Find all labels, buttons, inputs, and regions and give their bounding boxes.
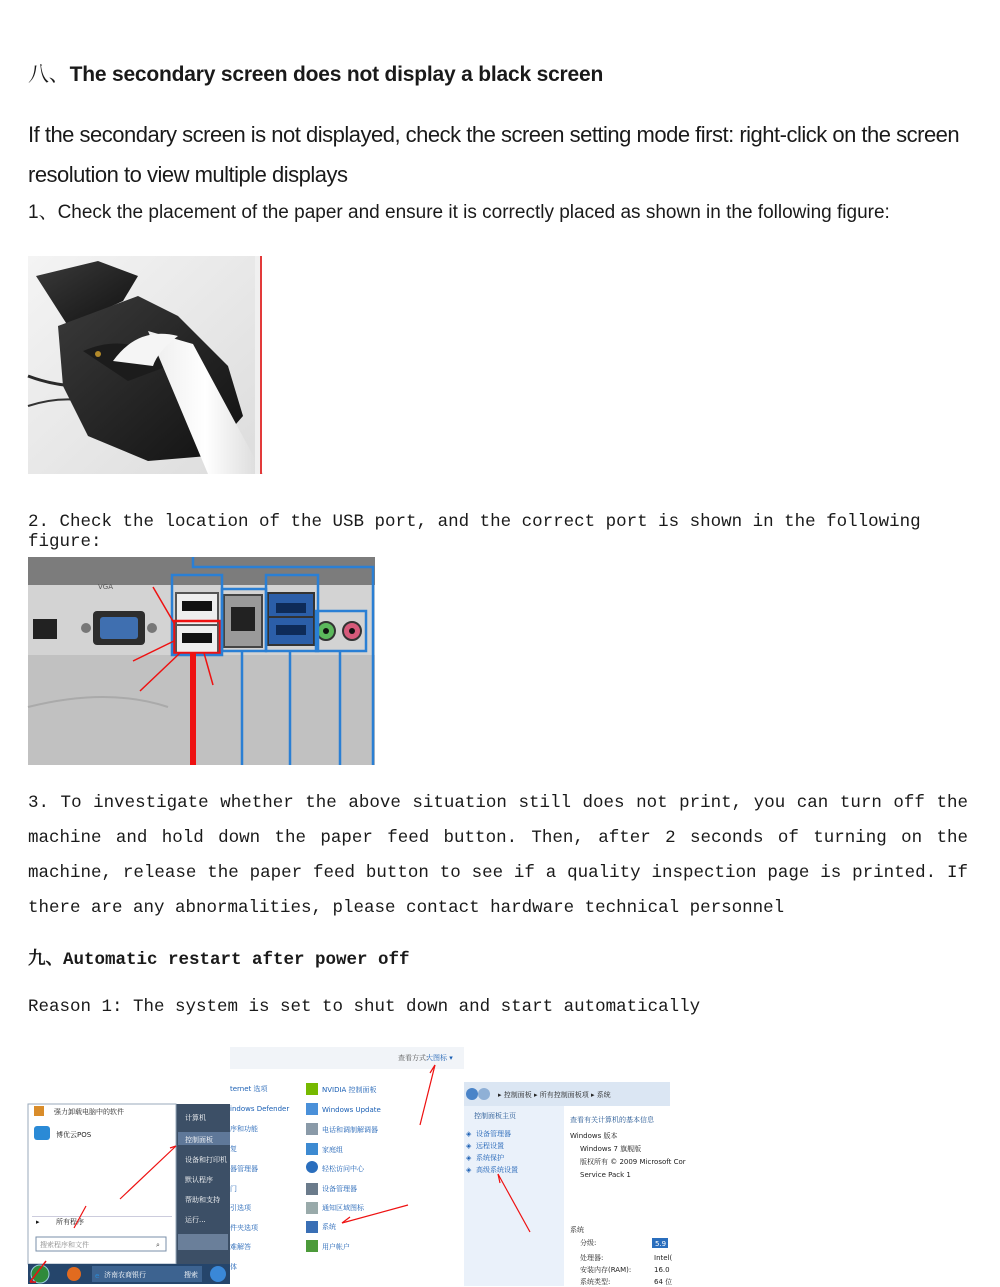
start-right-item-2[interactable]: 控制面板 [185, 1136, 213, 1144]
system-icon [306, 1221, 318, 1233]
section-8-heading [28, 58, 603, 88]
user-accounts-icon [306, 1240, 318, 1252]
section-8-title: The secondary screen does not display a black screen [69, 63, 604, 86]
start-menu-screenshot [28, 1104, 230, 1284]
start-right-item-5[interactable]: 帮助和支持 [185, 1196, 220, 1204]
processor-value: Intel( [654, 1254, 673, 1262]
cp-right-item-1[interactable]: NVIDIA 控制面板 [322, 1086, 377, 1094]
device-manager-icon [306, 1183, 318, 1195]
sidebar-system-protection[interactable]: 系统保护 [476, 1154, 504, 1162]
cp-right-item-4[interactable]: 家庭组 [322, 1146, 343, 1154]
start-search-placeholder: 搜索程序和文件 [40, 1241, 89, 1249]
back-icon[interactable] [466, 1088, 478, 1100]
type-value: 64 位 [654, 1278, 673, 1286]
step-1-text: 1、Check the placement of the paper and ensure it is correctly placed as shown in the following figure: [28, 202, 890, 223]
breadcrumb-2: 所有控制面板项 [539, 1091, 589, 1099]
service-pack: Service Pack 1 [580, 1171, 631, 1179]
cp-left-item-5[interactable]: 器管理器 [230, 1165, 258, 1173]
system-heading: 查看有关计算机的基本信息 [570, 1116, 654, 1124]
sidebar-advanced-settings[interactable]: 高级系统设置 [476, 1166, 518, 1174]
start-right-item-4[interactable]: 默认程序 [185, 1176, 213, 1184]
breadcrumb-1: 控制面板 [503, 1091, 532, 1099]
svg-text:◈: ◈ [466, 1166, 472, 1174]
intro-paragraph: If the secondary screen is not displayed, check the screen setting mode first: right-click on the screen resolution to view multiple displays [28, 122, 960, 187]
svg-text:◈: ◈ [466, 1142, 472, 1150]
taskbar-app-icon[interactable] [67, 1267, 81, 1281]
section-9-title: Automatic restart after power off [63, 950, 410, 970]
svg-text:▸: ▸ [36, 1218, 40, 1226]
reason-1-text: Reason 1: The system is set to shut down and start automatically [28, 997, 701, 1017]
control-panel-screenshot [230, 1047, 464, 1285]
cp-left-item-6[interactable]: 门 [230, 1185, 237, 1193]
rating-value: 5.9 [655, 1240, 667, 1248]
cp-right-item-6[interactable]: 设备管理器 [322, 1185, 357, 1193]
start-right-item-3[interactable]: 设备和打印机 [185, 1156, 227, 1164]
processor-label: 处理器: [580, 1254, 604, 1262]
printer-paper-photo [28, 256, 262, 474]
system-section-label: 系统 [570, 1226, 584, 1234]
start-item-1[interactable]: 强力卸载电脑中的软件 [54, 1108, 124, 1116]
usb-port-photo [28, 557, 375, 765]
cp-left-item-7[interactable]: 引选项 [230, 1204, 251, 1212]
view-by-dropdown[interactable]: 大图标 ▾ [426, 1054, 453, 1062]
vga-label: VGA [98, 583, 114, 591]
shield-icon: ◈ [466, 1130, 472, 1138]
taskbar-text[interactable]: 济南农商银行 [104, 1271, 146, 1279]
section-9-heading [28, 945, 410, 970]
sidebar-device-manager[interactable]: 设备管理器 [476, 1130, 511, 1138]
edition-label: Windows 版本 [570, 1132, 618, 1140]
cp-right-item-5[interactable]: 轻松访问中心 [322, 1165, 364, 1173]
edition-value: Windows 7 旗舰版 [580, 1145, 642, 1153]
cp-left-item-10[interactable]: 体 [230, 1263, 237, 1271]
search-icon: ⌕ [156, 1241, 160, 1249]
cp-right-item-3[interactable]: 电话和调制解调器 [322, 1126, 378, 1134]
breadcrumb-3: 系统 [596, 1091, 611, 1099]
ram-label: 安装内存(RAM): [580, 1266, 632, 1274]
start-right-item-6[interactable]: 运行... [185, 1216, 206, 1224]
ram-value: 16.0 [654, 1266, 670, 1274]
cp-left-item-9[interactable]: 难解答 [230, 1243, 251, 1251]
section-9-prefix: 九、 [28, 950, 63, 970]
cp-right-item-8[interactable]: 系统 [322, 1223, 336, 1231]
type-label: 系统类型: [580, 1278, 611, 1286]
modem-icon [306, 1123, 318, 1135]
windows-update-icon [306, 1103, 318, 1115]
svg-text:▸ 控制面板 ▸ 所有控制面板项 ▸ 系统: ▸ 控制面板 ▸ 所有控制面板项 ▸ 系统 [498, 1091, 611, 1099]
cp-right-item-2[interactable]: Windows Update [322, 1106, 381, 1114]
cp-right-item-9[interactable]: 用户帐户 [322, 1243, 350, 1251]
copyright-text: 版权所有 © 2009 Microsoft Cor [580, 1158, 686, 1166]
cp-left-item-4[interactable]: 复 [230, 1145, 237, 1153]
system-properties-screenshot [464, 1082, 686, 1286]
view-by-label: 查看方式: [398, 1054, 429, 1062]
cp-left-item-1[interactable]: ternet 选项 [230, 1085, 268, 1093]
sidebar-home-link[interactable]: 控制面板主页 [474, 1112, 516, 1120]
svg-text:◈: ◈ [466, 1154, 472, 1162]
forward-icon[interactable] [478, 1088, 490, 1100]
ie-icon: e [95, 1272, 100, 1280]
cp-left-item-2[interactable]: indows Defender [230, 1105, 290, 1113]
homegroup-icon [306, 1143, 318, 1155]
start-right-item-1[interactable]: 计算机 [185, 1114, 206, 1122]
step-3-text: 3. To investigate whether the above situation still does not print, you can turn off the machine and hold down the paper feed button. Then, after 2 seconds of turning on the machine, release the paper feed button to see if a quality inspection page is printed. If there are any abnormalities, please contact hardware technical personnel [28, 793, 968, 918]
start-item-2[interactable]: 博优云POS [56, 1131, 92, 1139]
cp-left-item-8[interactable]: 件夹选项 [230, 1224, 258, 1232]
all-programs[interactable]: 所有程序 [56, 1218, 84, 1226]
notification-icon [306, 1202, 318, 1214]
cp-left-item-3[interactable]: 序和功能 [230, 1125, 258, 1133]
nvidia-icon [306, 1083, 318, 1095]
taskbar-search-button[interactable]: 搜索 [184, 1271, 198, 1279]
taskbar-s-icon[interactable] [210, 1266, 226, 1282]
rating-label: 分级: [580, 1239, 597, 1247]
cp-right-item-7[interactable]: 通知区域图标 [322, 1204, 364, 1212]
step-2-text: 2. Check the location of the USB port, and the correct port is shown in the following figure: [28, 512, 921, 552]
ease-of-access-icon [306, 1161, 318, 1173]
sidebar-remote-settings[interactable]: 远程设置 [476, 1142, 504, 1150]
section-8-prefix: 八、 [28, 63, 70, 86]
